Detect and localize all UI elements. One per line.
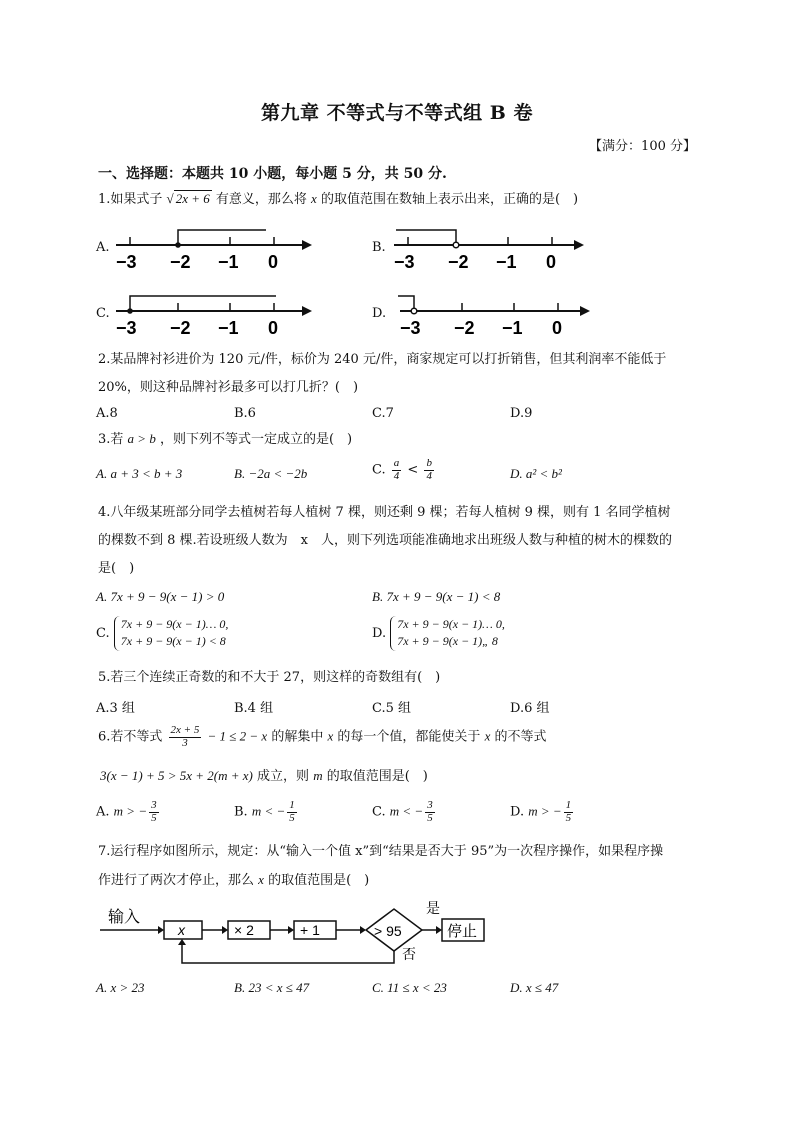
q1-option-a[interactable] — [96, 240, 110, 255]
q3-option-c-frac-2 — [424, 458, 434, 482]
tick-label: 0 — [268, 252, 279, 272]
option-frac — [425, 800, 435, 824]
page-title: 第九章 不等式与不等式组 B 卷 — [261, 102, 533, 124]
option-expr: m > − — [528, 803, 562, 819]
flow-box-times2-label: × 2 — [234, 922, 254, 938]
q5-option-b[interactable]: B.4 组 — [234, 701, 274, 716]
q1-radicand: 2x + 6 — [175, 191, 210, 206]
q6-option-d[interactable] — [510, 800, 575, 824]
program-flowchart — [96, 895, 496, 969]
q2-option-c[interactable]: C.7 — [372, 406, 394, 421]
question-5: 5.若三个连续正奇数的和不大于 27，则这样的奇数组有( ) — [98, 670, 441, 685]
frac-numerator: 3 — [427, 799, 433, 811]
tick-label: −3 — [400, 318, 421, 338]
q4-option-a[interactable]: A. 7x + 9 − 9(x − 1) > 0 — [96, 589, 225, 604]
q6-text-a: 6.若不等式 — [98, 729, 163, 745]
option-label: D. — [510, 804, 525, 820]
q7-text-b: 的取值范围是( ) — [268, 873, 370, 888]
q6-line-2 — [100, 768, 428, 786]
q7-option-b[interactable]: B. 23 < x ≤ 47 — [234, 980, 310, 995]
q4-option-d-system — [390, 616, 505, 651]
tick-label: −3 — [116, 252, 137, 272]
q3-option-c-relation: < — [407, 462, 419, 478]
q7-var: x — [258, 872, 264, 887]
q1-text-a: 1.如果式子 — [98, 192, 163, 207]
q4-line-1: 4.八年级某班部分同学去植树若每人植树 7 棵，则还剩 9 棵；若每人植树 9 棵，则有 1 名同学植树 — [98, 505, 671, 520]
number-line-d — [396, 290, 596, 338]
tick-label: 0 — [546, 252, 557, 272]
tick-label: −3 — [394, 252, 415, 272]
q2-line-1: 2.某品牌衬衫进价为 120 元/件，标价为 240 元/件，商家规定可以打折销售，但其利润率不能低于 — [98, 352, 667, 367]
q6-inequality: − 1 ≤ 2 − x — [207, 728, 268, 744]
tick-label: 0 — [552, 318, 563, 338]
frac-denominator: 4 — [426, 469, 432, 482]
system-line: 7x + 9 − 9(x − 1)„ 8 — [397, 634, 498, 649]
q7-option-d[interactable]: D. x ≤ 47 — [510, 980, 559, 995]
q6-text-c: 的解集中 — [271, 729, 324, 745]
q5-option-c[interactable]: C.5 组 — [372, 701, 412, 716]
q2-option-d[interactable]: D.9 — [510, 406, 533, 421]
system-line: 7x + 9 − 9(x − 1)… 0, — [120, 617, 229, 631]
q6-text-e: 的不等式 — [494, 729, 547, 745]
frac-denominator: 5 — [289, 811, 295, 824]
flow-box-plus1-label: + 1 — [300, 922, 320, 938]
q1-option-b-label: B. — [372, 240, 386, 255]
tick-label: −2 — [170, 252, 191, 272]
q5-option-a[interactable]: A.3 组 — [96, 701, 135, 716]
q6-text-d: 的每一个值，都能使关于 — [337, 729, 481, 745]
q3-text: 3.若 — [98, 432, 124, 447]
q1-option-d[interactable] — [372, 306, 386, 321]
q7-option-c[interactable]: C. 11 ≤ x < 23 — [372, 980, 447, 995]
q6-option-b[interactable] — [234, 800, 299, 824]
option-expr: m < − — [251, 803, 286, 819]
q6-line2-var: m — [313, 768, 323, 783]
section-heading: 一、选择题：本题共 10 小题，每小题 5 分，共 50 分. — [98, 166, 447, 182]
number-line-c — [112, 290, 312, 338]
q4-option-d[interactable] — [372, 616, 505, 651]
frac-denominator: 5 — [151, 811, 157, 824]
q7-line-2 — [98, 872, 369, 890]
option-expr: m > − — [113, 803, 148, 819]
option-frac — [287, 800, 297, 824]
q1-text-c: 的取值范围在数轴上表示出来，正确的是( ) — [320, 192, 579, 207]
flow-decision-label: > 95 — [374, 923, 402, 939]
tick-label: −1 — [502, 318, 523, 338]
system-line: 7x + 9 − 9(x − 1) < 8 — [120, 634, 226, 649]
option-label: C. — [372, 804, 386, 820]
q7-line-1: 7.运行程序如图所示，规定：从“输入一个值 x”到“结果是否大于 95”为一次程序操作，如果程序操 — [98, 844, 664, 859]
frac-numerator: 3 — [151, 799, 157, 811]
q3-option-b[interactable]: B. −2a < −2b — [234, 466, 308, 481]
flow-box-x-label: x — [178, 922, 185, 938]
frac-numerator: 1 — [565, 799, 572, 811]
q5-option-d[interactable]: D.6 组 — [510, 701, 550, 716]
option-label: B. — [234, 804, 248, 820]
flow-stop-label: 停止 — [447, 923, 478, 940]
number-line-b — [390, 224, 590, 272]
q1-var: x — [311, 191, 317, 206]
option-frac — [149, 800, 159, 824]
frac-numerator: 1 — [289, 799, 295, 811]
q2-line-2: 20%，则这种品牌衬衫最多可以打几折？( ) — [98, 380, 359, 395]
q1-option-d-label: D. — [372, 306, 387, 321]
q4-option-d-label: D. — [372, 625, 387, 641]
q1-text-b: 有意义，那么将 — [215, 192, 307, 207]
flow-no-label: 否 — [402, 946, 416, 962]
tick-label: 0 — [268, 318, 279, 338]
question-1: 1.如果式子 √ 2x + 6 有意义，那么将 x 的取值范围在数轴上表示出来，正确的是( ) — [98, 191, 579, 207]
frac-numerator: b — [426, 457, 432, 469]
q6-line-1 — [98, 725, 547, 749]
tick-label: −1 — [496, 252, 517, 272]
q7-option-a[interactable]: A. x > 23 — [96, 980, 145, 995]
q2-option-a[interactable]: A.8 — [96, 406, 118, 421]
q6-option-a[interactable] — [96, 800, 161, 824]
system-line: 7x + 9 − 9(x − 1)… 0, — [397, 617, 505, 631]
number-line-a — [112, 224, 312, 272]
q7-text-a: 作进行了两次才停止，那么 — [98, 873, 255, 888]
q6-fraction — [169, 725, 202, 749]
tick-label: −2 — [170, 318, 191, 338]
frac-denominator: 5 — [565, 811, 572, 824]
q3-condition: a > b — [127, 431, 156, 446]
tick-label: −3 — [116, 318, 137, 338]
q3-option-c-label: C. — [372, 462, 386, 478]
q3-option-c[interactable] — [372, 458, 436, 482]
option-expr: m < − — [389, 803, 424, 819]
frac-denominator: 5 — [427, 811, 433, 824]
q6-line2-text: 成立，则 — [257, 769, 310, 784]
tick-label: −2 — [454, 318, 475, 338]
option-frac — [564, 800, 574, 824]
q1-option-c-label: C. — [96, 306, 110, 321]
q3-option-d[interactable]: D. a² < b² — [510, 466, 562, 481]
q4-option-c-system — [114, 616, 229, 651]
tick-label: −1 — [218, 252, 239, 272]
q1-option-a-label: A. — [96, 240, 110, 255]
q1-option-b[interactable] — [372, 240, 386, 255]
q4-line-2: 的棵数不到 8 棵.若设班级人数为 x 人，则下列选项能准确地求出班级人数与种植的树木的棵数的 — [98, 533, 673, 548]
full-score-label: 【满分：100 分】 — [589, 139, 696, 154]
frac-denominator: 3 — [182, 736, 188, 749]
q1-option-c[interactable] — [96, 306, 110, 321]
flow-yes-label: 是 — [426, 900, 440, 916]
q6-option-c[interactable] — [372, 800, 437, 824]
q3-text-b: ，则下列不等式一定成立的是( ) — [159, 432, 353, 447]
tick-label: −1 — [218, 318, 239, 338]
frac-denominator: 4 — [393, 469, 400, 482]
frac-numerator: 2x + 5 — [170, 724, 200, 736]
flow-input-label: 输入 — [108, 909, 141, 926]
frac-numerator: a — [393, 457, 400, 469]
question-3 — [98, 431, 352, 449]
q2-option-b[interactable]: B.6 — [234, 406, 256, 421]
q4-option-c-label: C. — [96, 625, 110, 641]
option-label: A. — [96, 804, 110, 820]
q4-option-c[interactable] — [96, 616, 228, 651]
q6-inequality-2: 3(x − 1) + 5 > 5x + 2(m + x) — [100, 768, 253, 783]
q6-line2-end: 的取值范围是( ) — [326, 769, 428, 784]
q3-option-a[interactable]: A. a + 3 < b + 3 — [96, 466, 183, 481]
q4-option-b[interactable]: B. 7x + 9 − 9(x − 1) < 8 — [372, 589, 501, 604]
q3-option-c-frac-1 — [392, 458, 402, 482]
q6-var: x — [484, 728, 491, 744]
q4-line-3: 是( ) — [98, 561, 135, 576]
tick-label: −2 — [448, 252, 469, 272]
q6-var: x — [327, 728, 334, 744]
